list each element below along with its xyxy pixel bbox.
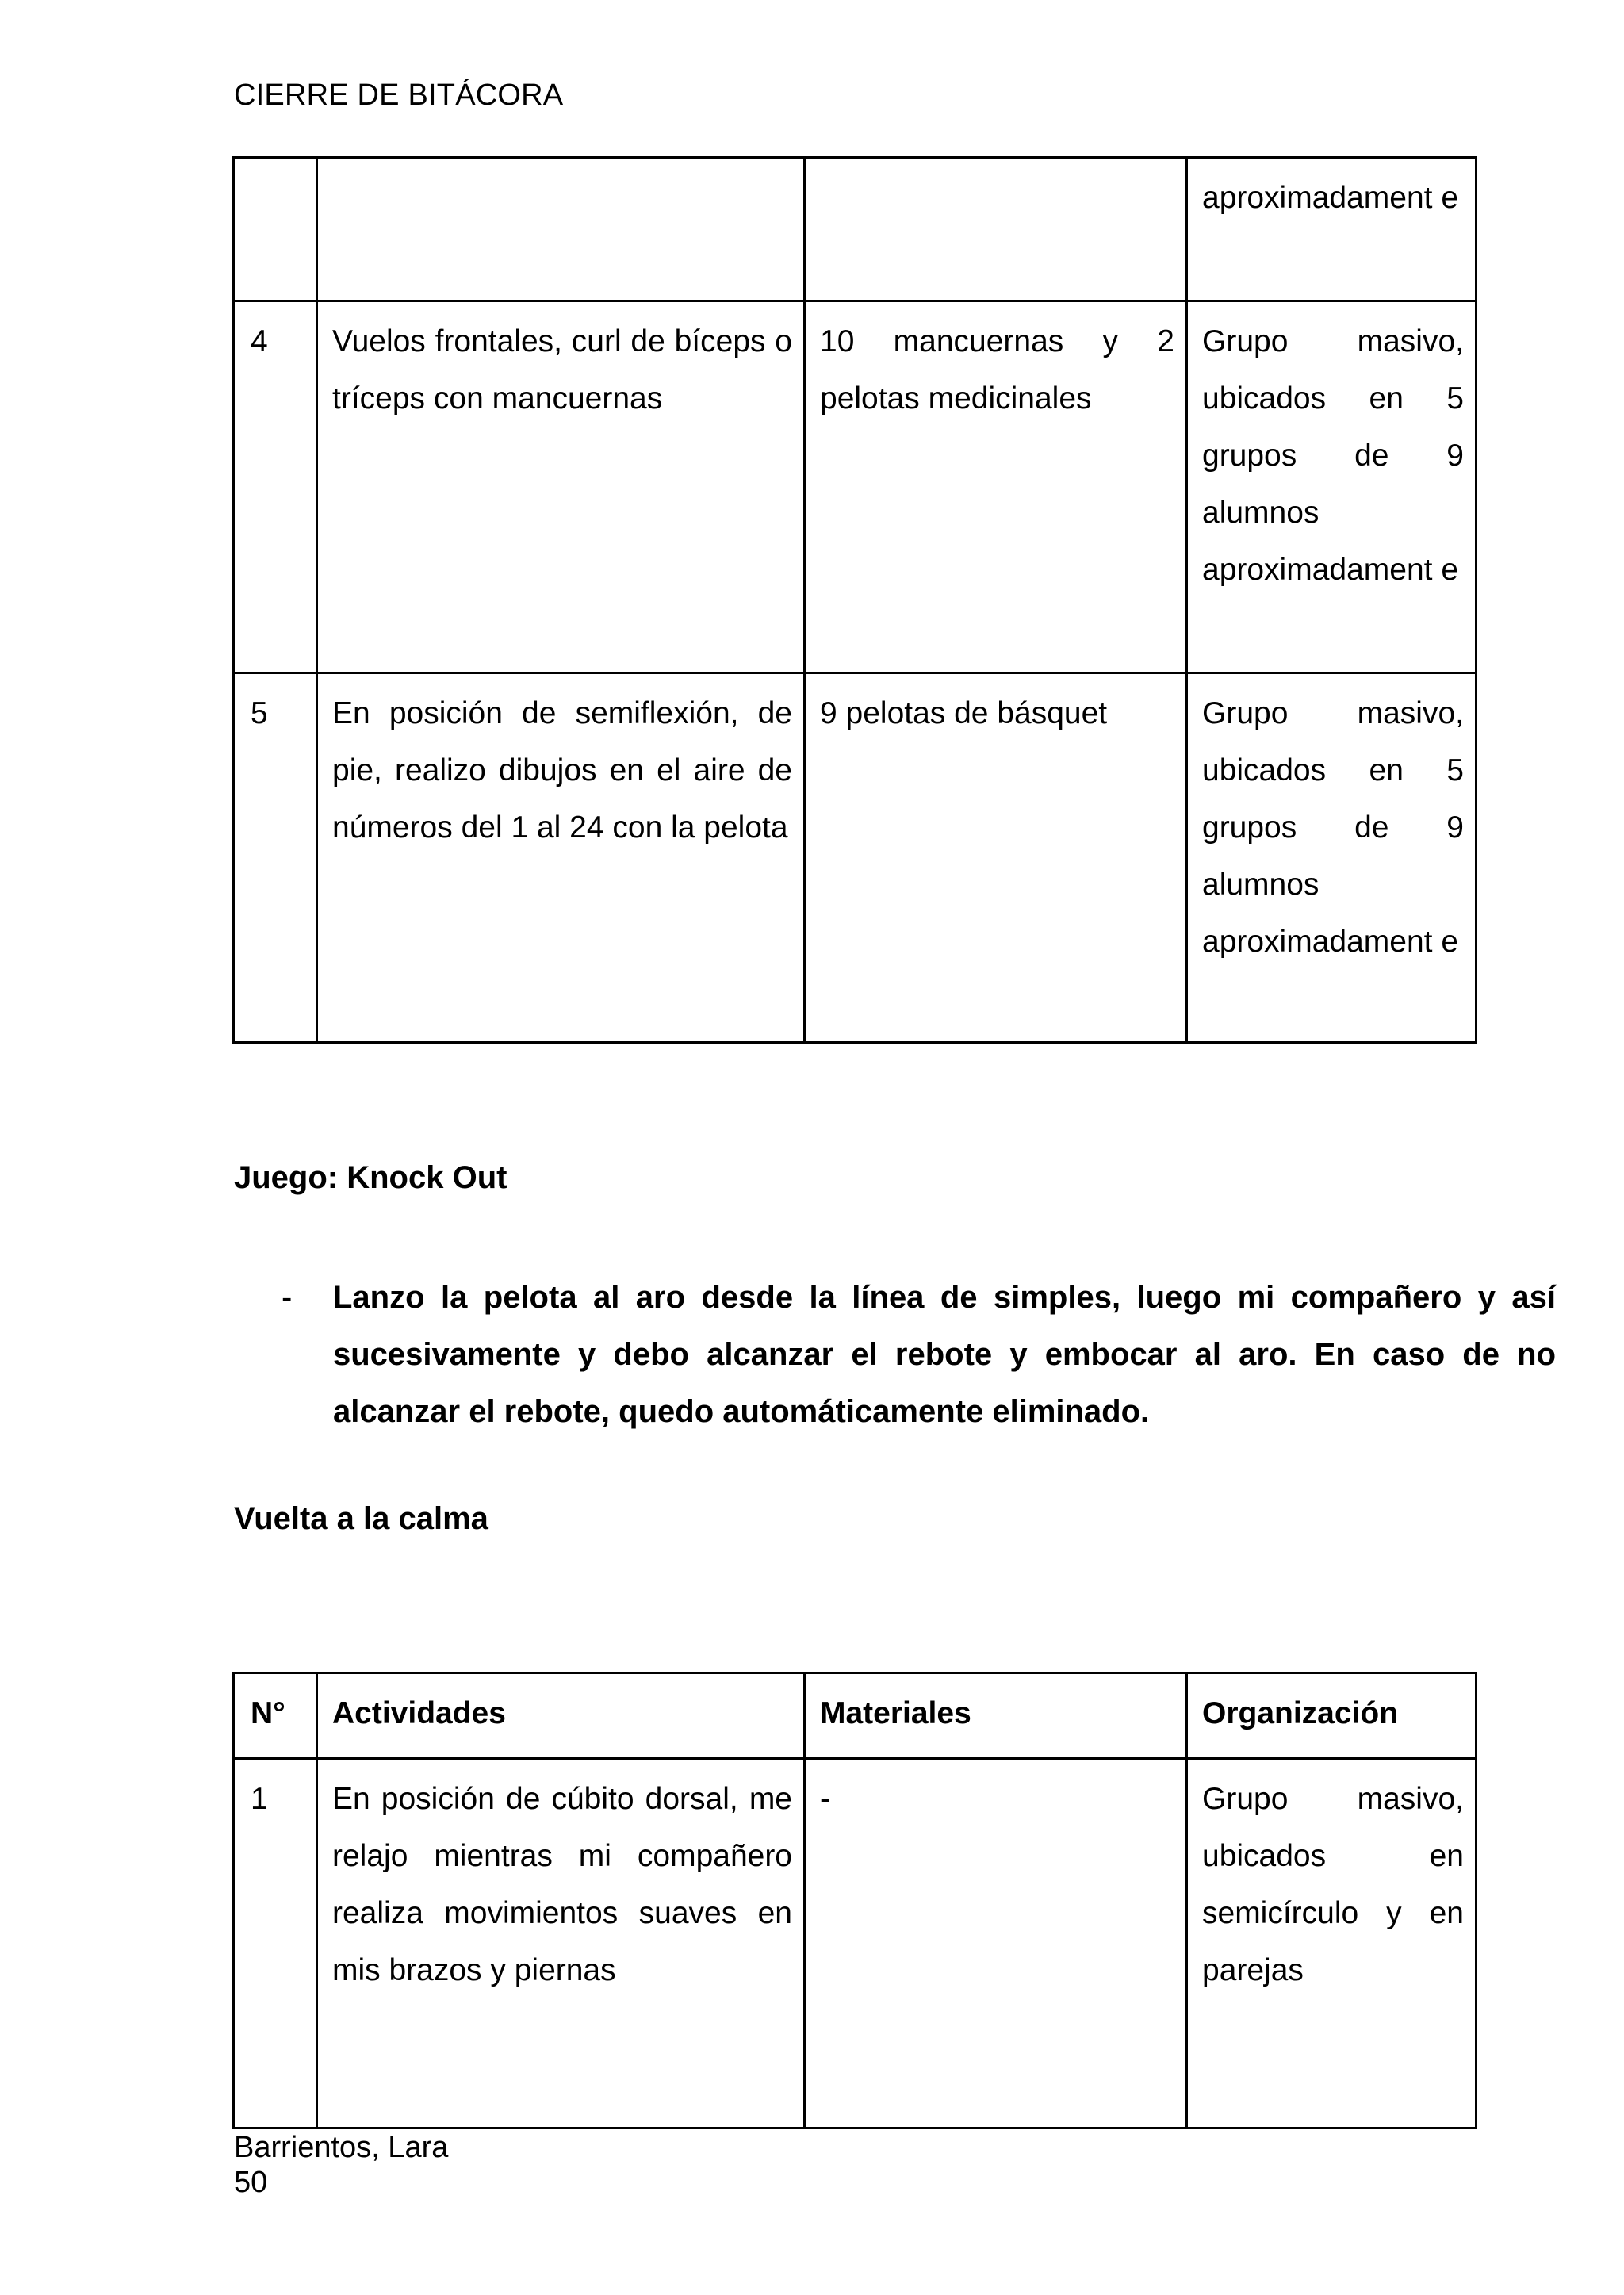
table-row	[234, 158, 1477, 301]
cooldown-table	[232, 1672, 1477, 2129]
header-organization: Organización	[1202, 1696, 1399, 1730]
activity-cell: En posición de semiflexión, de pie, realizo dibujos en el aire de números del 1 al 24 con la pelota	[332, 696, 792, 845]
header-number: N°	[251, 1696, 285, 1730]
table-row	[234, 673, 1477, 1043]
activity-cell: En posición de cúbito dorsal, me relajo mientras mi compañero realiza movimientos suaves en mis brazos y piernas	[332, 1782, 792, 1987]
activities-table-continued	[232, 156, 1477, 1044]
materials-cell: 10 mancuernas y 2 pelotas medicinales	[820, 324, 1174, 416]
activity-cell: Vuelos frontales, curl de bíceps o tríceps con mancuernas	[332, 324, 792, 416]
row-number	[235, 159, 316, 170]
table-header-row	[234, 1673, 1477, 1759]
row-number: 5	[251, 696, 268, 730]
cooldown-title: Vuelta a la calma	[234, 1501, 488, 1536]
materials-cell	[806, 159, 1185, 170]
page-number: 50	[234, 2166, 268, 2199]
organization-cell: aproximadament e	[1202, 181, 1459, 215]
row-number: 4	[251, 324, 268, 358]
organization-cell: Grupo masivo, ubicados en 5 grupos de 9 alumnos aproximadament e	[1202, 696, 1464, 959]
game-description: Lanzo la pelota al aro desde la línea de simples, luego mi compañero y así sucesivamente y debo alcanzar el rebote y embocar al aro. En caso de no alcanzar el rebote, quedo automáticamente eliminado.	[333, 1280, 1556, 1429]
footer	[234, 2130, 448, 2200]
table-row	[234, 301, 1477, 673]
activity-cell	[318, 159, 803, 170]
materials-cell: 9 pelotas de básquet	[820, 696, 1108, 730]
game-title: Juego: Knock Out	[234, 1160, 508, 1195]
bullet-dash: -	[282, 1280, 293, 1315]
footer-author: Barrientos, Lara	[234, 2131, 449, 2164]
organization-cell: Grupo masivo, ubicados en semicírculo y en parejas	[1202, 1782, 1464, 1987]
organization-cell: Grupo masivo, ubicados en 5 grupos de 9 alumnos aproximadament e	[1202, 324, 1464, 587]
header-activities: Actividades	[332, 1696, 506, 1730]
materials-cell: -	[820, 1782, 830, 1816]
table-row	[234, 1759, 1477, 2128]
row-number: 1	[251, 1782, 268, 1816]
header-materials: Materiales	[820, 1696, 971, 1730]
running-header: CIERRE DE BITÁCORA	[234, 79, 564, 112]
